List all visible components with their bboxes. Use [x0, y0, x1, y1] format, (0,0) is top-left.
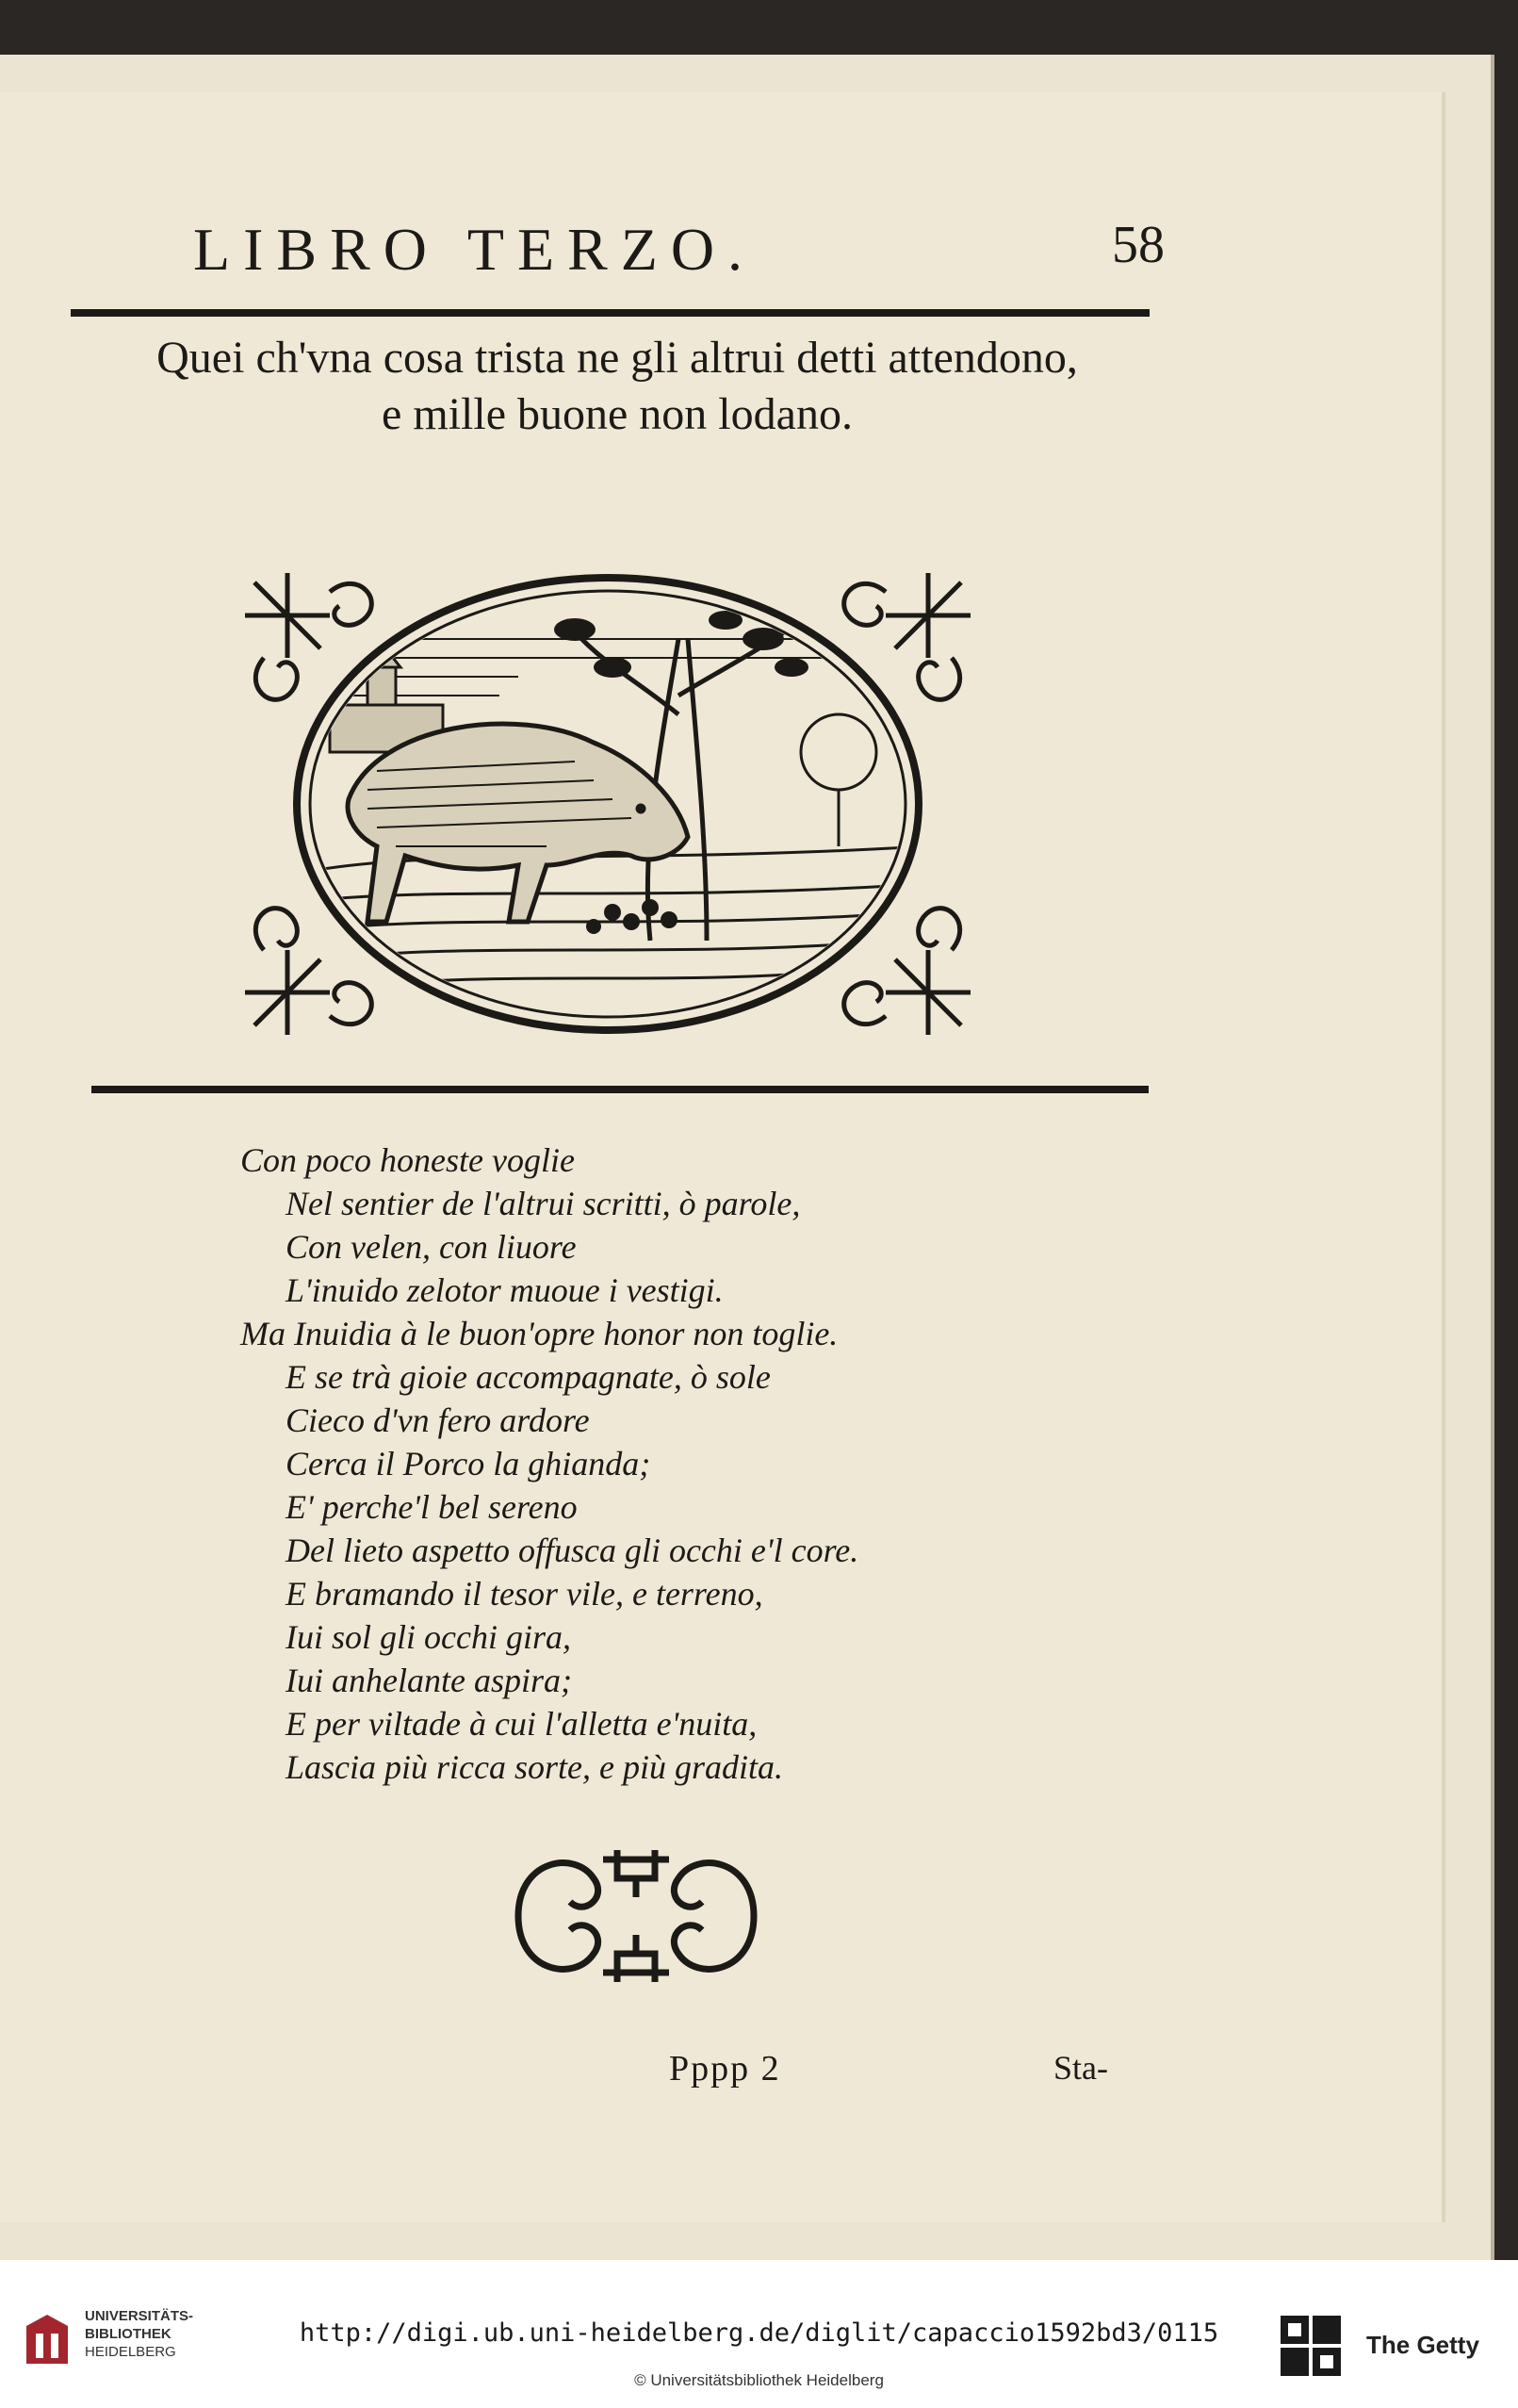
verse-line: E per viltade à cui l'alletta e'nuita,: [286, 1705, 758, 1743]
copyright-notice: © Universitätsbibliothek Heidelberg: [634, 2371, 884, 2389]
getty-logo-icon: [1277, 2312, 1345, 2380]
verse-line: Con velen, con liuore: [286, 1228, 577, 1266]
printer-signature: Pppp 2: [669, 2049, 781, 2089]
verse-line: E' perche'l bel sereno: [286, 1488, 578, 1526]
library-name-line: UNIVERSITÄTS-: [85, 2308, 194, 2324]
library-name-line: BIBLIOTHEK: [85, 2326, 171, 2342]
fleuron-ornament: [499, 1841, 773, 1991]
book-page: [0, 92, 1442, 2222]
permalink-url[interactable]: http://digi.ub.uni-heidelberg.de/diglit/capaccio1592bd3/0115: [299, 2318, 1219, 2348]
verse-line: Con poco honeste voglie: [240, 1141, 575, 1179]
motto-line: e mille buone non lodano.: [382, 389, 853, 439]
motto-line: Quei ch'vna cosa trista ne gli altrui detti attendono,: [156, 333, 1078, 383]
woodcut-boar-illustration: [236, 564, 980, 1044]
middle-rule: [91, 1086, 1149, 1093]
verse-line: Nel sentier de l'altrui scritti, ò parole,: [286, 1185, 801, 1222]
partner-name: The Getty: [1366, 2331, 1479, 2359]
verse-line: Lascia più ricca sorte, e più gradita.: [286, 1748, 783, 1786]
catchword: Sta-: [1053, 2049, 1108, 2087]
top-rule: [71, 309, 1150, 317]
library-city: HEIDELBERG: [85, 2344, 176, 2360]
verse-line: Iui anhelante aspira;: [286, 1662, 572, 1699]
footer-band: [0, 2260, 1518, 2408]
emblem-motto: [57, 330, 1178, 443]
running-head: [0, 215, 1442, 290]
running-title: LIBRO TERZO.: [193, 216, 757, 283]
verse-line: E bramando il tesor vile, e terreno,: [286, 1575, 763, 1613]
verse-line: Cerca il Porco la ghianda;: [286, 1445, 651, 1482]
verse-line: Ma Inuidia à le buon'opre honor non toglie.: [240, 1315, 839, 1352]
page-number: 58: [1112, 216, 1165, 274]
paper-sheet: [0, 55, 1494, 2260]
verse-line: Cieco d'vn fero ardore: [286, 1401, 590, 1439]
verse-line: Iui sol gli occhi gira,: [286, 1618, 571, 1656]
verse-line: Del lieto aspetto offusca gli occhi e'l core.: [286, 1532, 859, 1569]
verse-line: E se trà gioie accompagnate, ò sole: [286, 1358, 771, 1396]
verse-block: [240, 1138, 994, 1789]
verse-line: L'inuido zelotor muoue i vestigi.: [286, 1271, 724, 1309]
